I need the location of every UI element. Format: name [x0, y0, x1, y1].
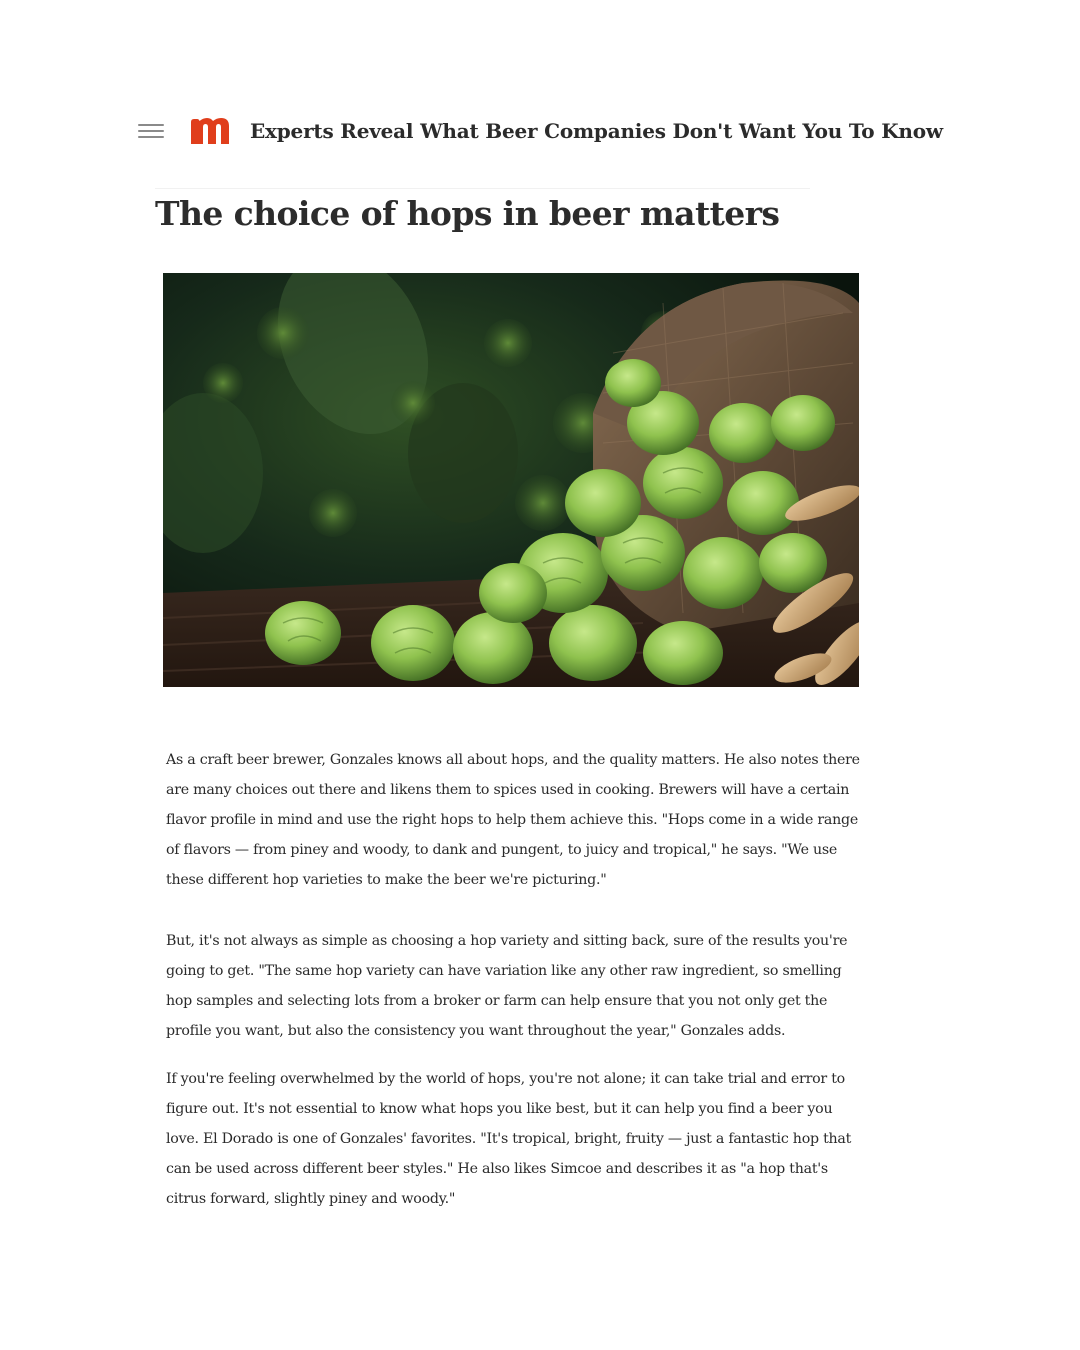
- article-paragraph: If you're feeling overwhelmed by the world of hops, you're not alone; it can take trial and error to figure out. It's not essential to know what hops you like best, but it can help you find a beer you love. El Dorado is one of Gonzales' favorites. "It's tropical, bright, fruity — just a fantastic hop that can be used across different beer styles." He also likes Simcoe and describes it as "a hop that's citrus forward, slightly piney and woody.": [166, 1071, 852, 1207]
- article-paragraph: But, it's not always as simple as choosing a hop variety and sitting back, sure of the results you're going to get. "The same hop variety can have variation like any other raw ingredient, so smelling hop samples and selecting lots from a broker or farm can help ensure that you not only get the profile you want, but also the consistency you want throughout the year," Gonzales adds.: [166, 933, 848, 1039]
- page-title: The choice of hops in beer matters: [155, 194, 780, 233]
- article-body: [166, 745, 866, 1214]
- title-divider: [155, 188, 810, 189]
- hero-image: [163, 273, 859, 687]
- article-paragraph: As a craft beer brewer, Gonzales knows all about hops, and the quality matters. He also notes there are many choices out there and likens them to spices used in cooking. Brewers will have a certain flavor profile in mind and use the right hops to help them achieve this. "Hops come in a wide range of flavors — from piney and woody, to dank and pungent, to juicy and tropical," he says. "We use these different hop varieties to make the beer we're picturing.": [166, 752, 860, 888]
- hops-photo-icon: [163, 273, 859, 687]
- header-article-title[interactable]: Experts Reveal What Beer Companies Don't Want You To Know: [250, 119, 943, 143]
- site-logo-icon[interactable]: [189, 114, 231, 148]
- site-header: [138, 108, 958, 154]
- hamburger-menu-icon[interactable]: [138, 122, 164, 140]
